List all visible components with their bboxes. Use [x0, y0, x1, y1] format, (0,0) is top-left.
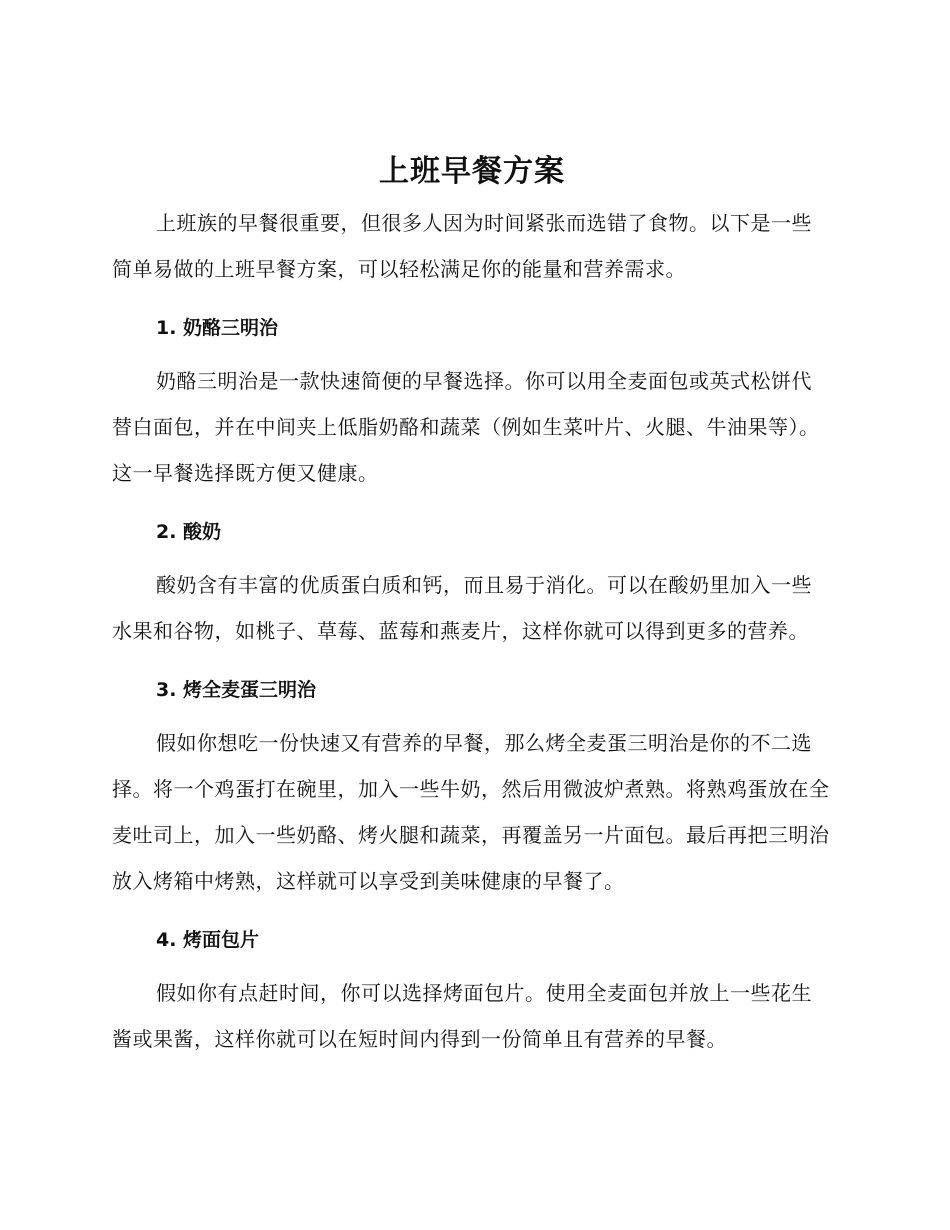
- section-body-yogurt: 酸奶含有丰富的优质蛋白质和钙，而且易于消化。可以在酸奶里加入一些水果和谷物，如桃子、草莓、蓝莓和燕麦片，这样你就可以得到更多的营养。: [112, 573, 812, 643]
- section-heading-cheese-sandwich: 1. 奶酪三明治: [156, 317, 279, 339]
- document-page: [112, 146, 832, 1062]
- section-heading-egg-sandwich: 3. 烤全麦蛋三明治: [156, 679, 317, 701]
- section-body-toast: 假如你有点赶时间，你可以选择烤面包片。使用全麦面包并放上一些花生酱或果酱，这样你就可以在短时间内得到一份简单且有营养的早餐。: [112, 981, 812, 1051]
- intro-paragraph: 上班族的早餐很重要，但很多人因为时间紧张而选错了食物。以下是一些简单易做的上班早餐方案，可以轻松满足你的能量和营养需求。: [112, 211, 812, 281]
- section-heading-yogurt: 2. 酸奶: [156, 521, 222, 543]
- document-title: 上班早餐方案: [379, 154, 565, 189]
- section-heading-toast: 4. 烤面包片: [156, 929, 260, 951]
- section-body-egg-sandwich: 假如你想吃一份快速又有营养的早餐，那么烤全麦蛋三明治是你的不二选择。将一个鸡蛋打在碗里，加入一些牛奶，然后用微波炉煮熟。将熟鸡蛋放在全麦吐司上，加入一些奶酪、烤火腿和蔬菜，再覆盖另一片面包。最后再把三明治放入烤箱中烤熟，这样就可以享受到美味健康的早餐了。: [112, 731, 830, 893]
- section-body-cheese-sandwich: 奶酪三明治是一款快速简便的早餐选择。你可以用全麦面包或英式松饼代替白面包，并在中间夹上低脂奶酪和蔬菜（例如生菜叶片、火腿、牛油果等）。这一早餐选择既方便又健康。: [112, 369, 820, 485]
